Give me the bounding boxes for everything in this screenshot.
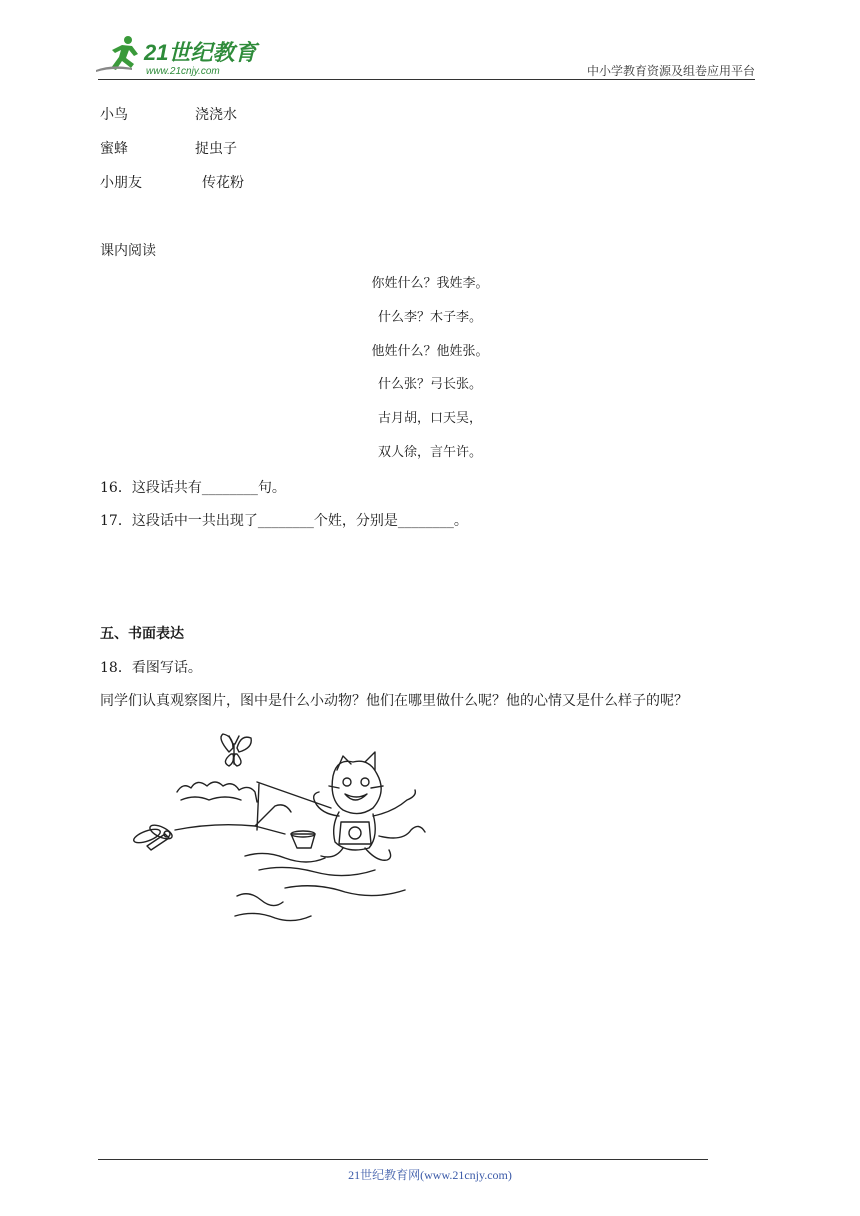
question-17: 17．这段话中一共出现了________个姓，分别是________。	[100, 513, 468, 529]
match-right-2: 捉虫子	[195, 141, 237, 157]
poem-line-1: 你姓什么？我姓李。	[371, 276, 489, 291]
poem-line-5: 古月胡，口天吴，	[377, 411, 482, 426]
platform-name: 中小学教育资源及组卷应用平台	[586, 64, 755, 78]
poem-line-6: 双人徐，言午许。	[377, 445, 482, 460]
footer-divider	[98, 1159, 708, 1160]
match-left-3: 小朋友	[100, 175, 142, 191]
match-left-1: 小鸟	[100, 107, 128, 123]
logo-url: www.21cnjy.com	[146, 66, 220, 77]
dragonfly-icon	[132, 822, 174, 850]
writing-prompt: 同学们认真观察图片，图中是什么小动物？他们在哪里做什么呢？他的心情又是什么样子的呢？	[100, 693, 688, 709]
poem-line-2: 什么李？木子李。	[377, 310, 482, 325]
logo-text: 21世纪教育	[144, 40, 257, 65]
section-title: 五、书面表达	[100, 626, 184, 642]
match-left-2: 蜜蜂	[100, 141, 128, 157]
butterfly-icon	[221, 734, 251, 766]
reading-title: 课内阅读	[100, 243, 156, 259]
footer-text[interactable]: 21世纪教育网(www.21cnjy.com)	[348, 1168, 512, 1182]
site-logo	[92, 30, 262, 80]
cat-fishing-illustration	[125, 730, 430, 925]
match-right-1: 浇浇水	[195, 107, 237, 123]
header-divider	[98, 79, 755, 80]
question-18: 18．看图写话。	[100, 660, 202, 676]
runner-icon	[96, 36, 138, 72]
question-16: 16．这段话共有________句。	[100, 480, 286, 496]
poem-line-3: 他姓什么？他姓张。	[371, 344, 489, 359]
match-right-3: 传花粉	[202, 175, 244, 191]
poem-line-4: 什么张？弓长张。	[377, 377, 482, 392]
